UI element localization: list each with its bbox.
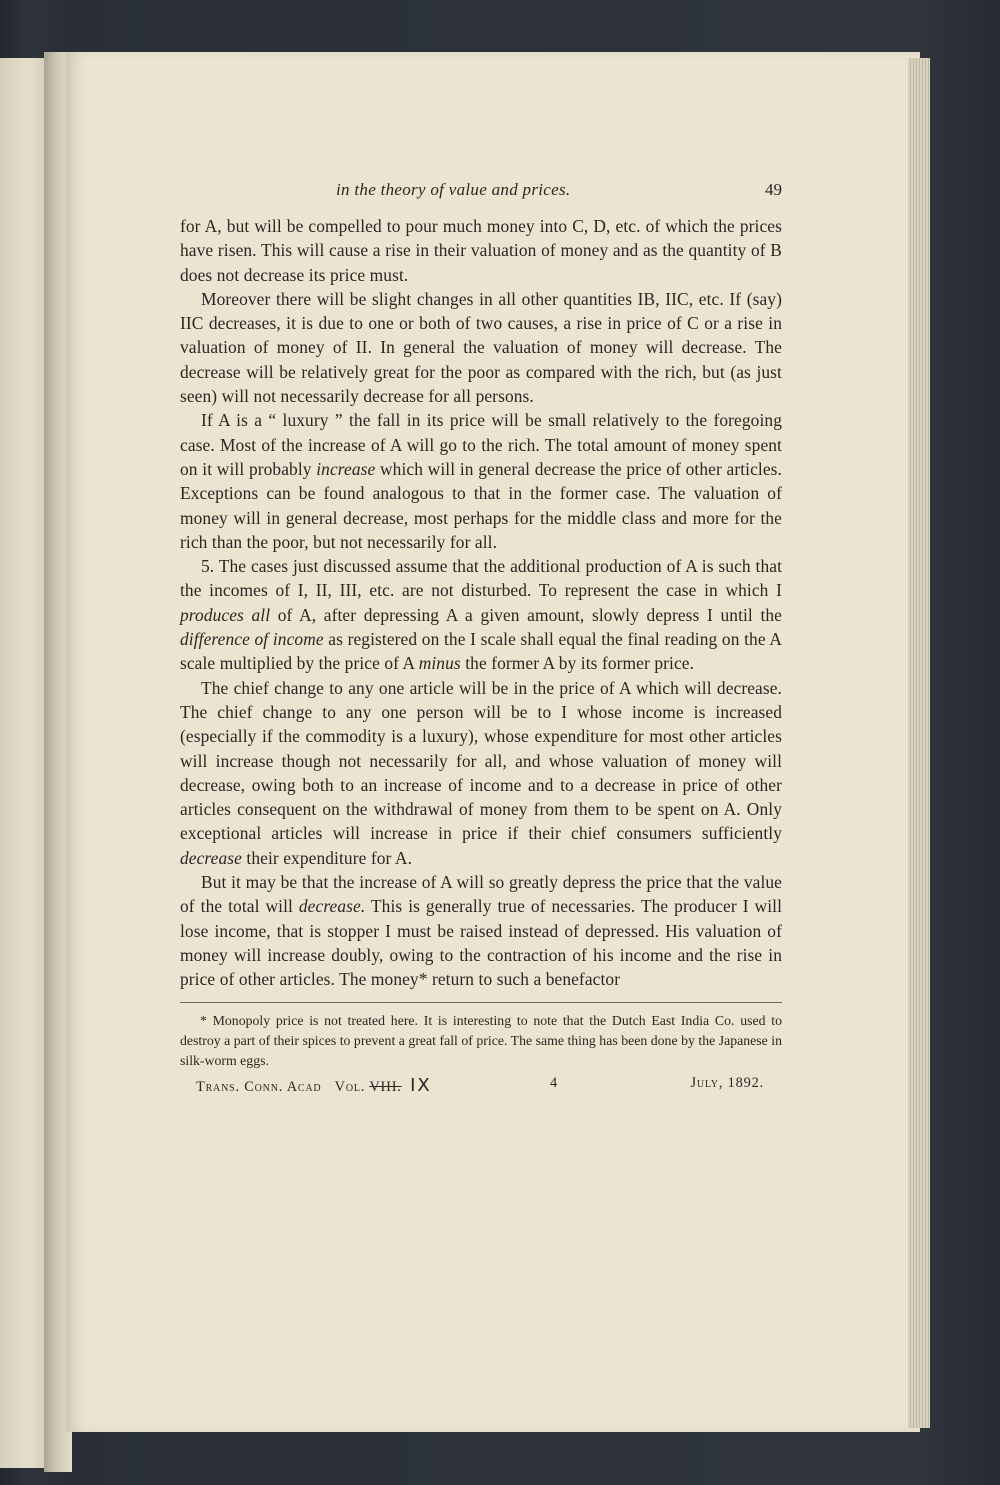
paragraph-4-text-c: as registered on the I scale shall equal the final reading on the A scale multiplied by the price of A bbox=[180, 629, 782, 674]
running-head bbox=[180, 176, 782, 214]
footnote-rule bbox=[180, 1002, 782, 1003]
volume-label: Vol. bbox=[334, 1078, 366, 1095]
page-number: 49 bbox=[765, 180, 782, 199]
running-title: in the theory of value and prices. bbox=[336, 180, 571, 199]
paragraph-4-text-b: of A, after depressing A a given amount, slowly depress I until the bbox=[270, 604, 783, 625]
paragraph-1 bbox=[180, 214, 782, 287]
paragraph-6-text-a: But it may be that the increase of A will so greatly depress the price that the value of the total will bbox=[180, 872, 782, 917]
paragraph-3 bbox=[180, 408, 782, 554]
paragraph-4 bbox=[180, 554, 782, 675]
paragraph-2-text: Moreover there will be slight changes in all other quantities IB, IIC, etc. If (say) IIC decreases, it is due to one or both of two causes, a rise in price of C or a rise in valuation of money of II. In general the valuation of money will decrease. The decrease will be relatively great for the poor as compared with the rich, but (as just seen) will not necessarily decrease for all persons. bbox=[180, 288, 782, 407]
paragraph-6-text-b: This is generally true of necessaries. The producer I will lose income, that is stopper I must be raised instead of depressed. His valuation of money will increase doubly, owing to the contraction of his income and the rise in price of other articles. The money* return to such a benefactor bbox=[180, 896, 783, 990]
footnote: * Monopoly price is not treated here. It is interesting to note that the Dutch East India Co. used to destroy a part of their spices to prevent a great fall of price. The same thing has been done by the Japanese in silk-worm eggs. bbox=[180, 1012, 782, 1068]
paragraph-3-text-b: which will in general decrease the price of other articles. Exceptions can be found analogous to that in the former case. The valuation of money will in general decrease, most perhaps for the middle class and more for the rich than the poor, but not necessarily for all. bbox=[180, 458, 782, 552]
paragraph-3-text-a: If A is a “ luxury ” the fall in its price will be small relatively to the foregoing case. Most of the increase of A will go to the rich. The total amount of money spent on it will probably bbox=[180, 410, 782, 479]
paragraph-5-emphasis: decrease bbox=[180, 847, 242, 868]
volume-handwritten: IX bbox=[410, 1074, 432, 1096]
signature-mark: 4 bbox=[550, 1074, 558, 1091]
page-content bbox=[180, 176, 782, 1099]
paragraph-5 bbox=[180, 676, 782, 870]
journal-reference bbox=[196, 1075, 432, 1096]
paragraph-5-text-b: their expenditure for A. bbox=[241, 847, 413, 868]
previous-page-edge bbox=[0, 58, 50, 1468]
journal-name: Trans. Conn. Acad bbox=[196, 1078, 322, 1095]
paragraph-4-emphasis-1: produces all bbox=[180, 604, 271, 625]
volume-struck: VIII. bbox=[369, 1078, 402, 1095]
paragraph-2 bbox=[180, 287, 782, 408]
paragraph-4-text-a: 5. The cases just discussed assume that the additional production of A is such that the incomes of I, II, III, etc. are not disturbed. To represent the case in which I bbox=[180, 556, 782, 601]
paragraph-4-emphasis-3: minus bbox=[418, 653, 461, 674]
paragraph-6 bbox=[180, 870, 782, 991]
paragraph-4-emphasis-2: difference of income bbox=[180, 629, 324, 650]
signature-line bbox=[180, 1073, 782, 1099]
paragraph-5-text-a: The chief change to any one article will be in the price of A which will decrease. The chief change to any one person will be to I whose income is increased (especially if the commodity is a luxury), whose expenditure for most other articles will increase though not necessarily for all, and whose valuation of money will decrease, owing both to an increase of income and to a decrease in price of other articles consequent on the withdrawal of money from them to be spent on A. Only exceptional articles will increase in price if their chief consumers sufficiently bbox=[180, 677, 782, 844]
paragraph-1-text: for A, but will be compelled to pour much money into C, D, etc. of which the prices have risen. This will cause a rise in their valuation of money and as the quantity of B does not decrease its price must. bbox=[180, 216, 782, 285]
paragraph-3-emphasis: increase bbox=[316, 458, 376, 479]
paragraph-6-emphasis: decrease. bbox=[298, 896, 366, 917]
paragraph-4-text-d: the former A by its former price. bbox=[460, 653, 695, 674]
page-edge-stack bbox=[908, 58, 930, 1428]
issue-date: July, 1892. bbox=[690, 1074, 764, 1091]
